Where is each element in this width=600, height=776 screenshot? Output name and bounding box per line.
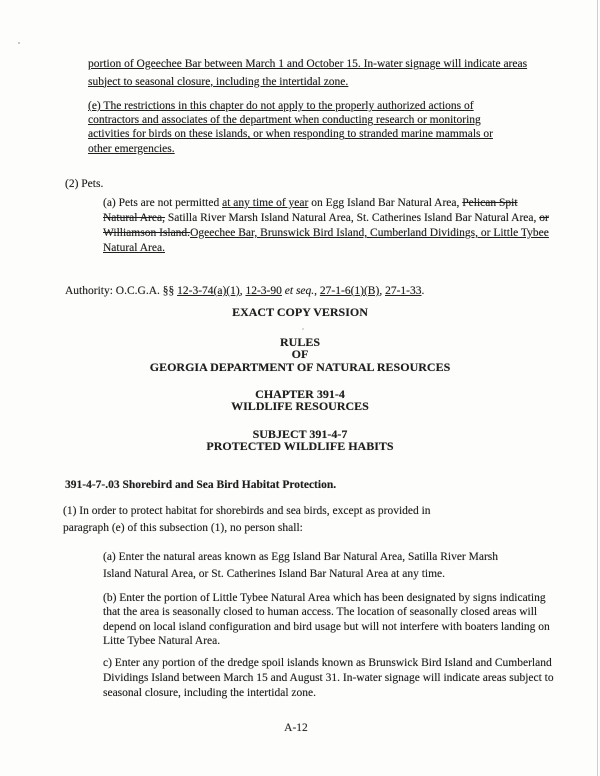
deleted-text-segment: Williamson Island. [103,227,191,239]
text-segment: RULES [279,335,320,349]
deleted-text-segment: Natural Area, [103,212,165,224]
para-1a-enter-natural-areas [103,549,498,583]
item-2-pets-label [65,177,103,192]
inserted-text-segment: at any time of year [222,197,309,209]
inserted-text-segment: 27-1-6(1)(B) [319,285,380,297]
inserted-text-segment: 12-3-74(a)(1) [177,285,240,297]
page-number: A-12 [284,722,308,734]
para-2a-pets-line-4 [103,241,549,256]
para-1b-little-tybee-line-2 [103,605,550,619]
text-segment: EXACT COPY VERSION [232,305,368,319]
text-segment: CHAPTER 391-4 [255,387,345,401]
heading-subject-391-4-7-line-2 [0,440,600,452]
text-segment: (a) Enter the natural areas known as Egg Island Bar Natural Area, Satilla River Marsh [103,551,499,563]
para-1-intro [63,503,431,536]
text-segment: OF [291,347,309,362]
para-1a-enter-natural-areas-line-2 [103,566,498,583]
para-1b-little-tybee [103,591,550,649]
para-1a-enter-natural-areas-line-1 [103,549,498,566]
text-segment: (1) In order to protect habitat for shorebirds and sea birds, except as provided in [63,505,431,517]
text-segment: paragraph (e) of this subsection (1), no person shall: [63,521,303,534]
heading-rules-of-dnr [0,336,600,373]
heading-rules-of-dnr-line-3 [0,361,600,373]
para-1c-dredge-spoil-line-2 [103,671,554,686]
inserted-text-segment: 12-3-90 [245,285,282,297]
para-ogeechee-continuation [88,56,527,91]
para-2a-pets-line-3 [103,226,549,241]
heading-section-391-4-7-03 [65,478,336,493]
para-e-restrictions-line-4 [88,142,493,156]
text-segment: PROTECTED WILDLIFE HABITS [206,439,394,454]
para-authority [65,284,424,299]
para-1b-little-tybee-line-1 [103,591,550,605]
heading-chapter-391-4 [0,388,600,413]
inserted-text-segment: subject to seasonal closure, including the intertidal zone. [88,75,349,88]
inserted-text-segment: (e) The restrictions in this chapter do not apply to the properly authorized actions of [88,100,474,112]
heading-subject-391-4-7 [0,428,600,453]
para-ogeechee-continuation-line-1 [88,56,527,74]
para-1-intro-line-1 [63,503,431,520]
para-ogeechee-continuation-line-2 [88,74,527,92]
inserted-text-segment: Ogeechee Bar, Brunswick Bird Island, Cumberland Dividings, or Little Tybee [190,227,549,239]
inserted-text-segment: Natural Area. [103,242,165,254]
para-1c-dredge-spoil-line-1 [103,656,554,671]
para-1b-little-tybee-line-3 [103,620,550,634]
inserted-text-segment: other emergencies. [88,142,175,155]
text-segment: (a) Pets are not permitted [103,197,223,209]
inserted-text-segment: portion of Ogeechee Bar between March 1 and October 15. In-water signage will indicate areas [88,58,528,70]
text-segment: c) Enter any portion of the dredge spoil islands known as Brunswick Bird Island and Cumberland [103,657,552,669]
deleted-text-segment: or [539,212,549,224]
text-segment: (b) Enter the portion of Little Tybee Natural Area which has been designated by signs indicating [103,592,546,604]
text-segment: GEORGIA DEPARTMENT OF NATURAL RESOURCES [149,359,451,374]
text-segment: et seq. [284,285,315,297]
text-segment: Island Natural Area, or St. Catherines Island Bar Natural Area at any time. [103,568,446,580]
deleted-text-segment: Pelican Spit [462,197,518,209]
para-1c-dredge-spoil [103,656,554,702]
text-segment: 391-4-7-.03 Shorebird and Sea Bird Habitat Protection. [65,479,337,491]
para-2a-pets [103,196,549,256]
heading-exact-copy-version [0,306,600,319]
heading-chapter-391-4-line-2 [0,400,600,412]
text-segment: seasonal closure, including the intertidal zone. [103,687,317,700]
para-1b-little-tybee-line-4 [103,634,550,648]
text-segment: on Egg Island Bar Natural Area, [308,197,463,209]
para-2a-pets-line-2 [103,211,549,226]
para-1c-dredge-spoil-line-3 [103,686,554,701]
text-segment: that the area is seasonally closed to human access. The location of seasonally closed areas will [103,606,538,619]
scan-speck-artifact [18,42,20,44]
para-1-intro-line-2 [63,520,431,537]
para-2a-pets-line-1 [103,196,549,211]
text-segment: , [379,285,386,297]
inserted-text-segment: contractors and associates of the department when conducting research or monitoring [88,114,481,127]
inserted-text-segment: 27-1-33 [385,285,422,297]
text-segment: . [421,285,425,297]
text-segment: Authority: O.C.G.A. §§ [65,285,178,297]
inserted-text-segment: activities for birds on these islands, or when responding to stranded marine mammals or [88,128,493,141]
para-e-restrictions [88,99,493,156]
text-segment: SUBJECT 391-4-7 [252,427,348,441]
text-segment: Satilla River Marsh Island Natural Area, St. Catherines Island Bar Natural Area, [164,212,540,224]
para-e-restrictions-line-3 [88,127,493,141]
text-segment: Dividings Island between March 15 and August 31. In-water signage will indicate areas subject to [103,672,554,685]
heading-section-391-4-7-03-line-1 [65,478,336,493]
scan-speck-artifact [302,328,304,330]
text-segment: WILDLIFE RESOURCES [231,399,369,414]
para-authority-line-1 [65,284,424,299]
text-segment: depend on local island configuration and bird usage but will not interfere with boaters landing on [103,620,550,633]
text-segment: Litte Tybee Natural Area. [103,635,221,648]
text-segment: (2) Pets. [65,178,104,190]
para-e-restrictions-line-1 [88,99,493,113]
scan-edge-artifact [597,0,598,776]
heading-exact-copy-version-line-1 [0,306,600,319]
item-2-pets-label-line-1 [65,177,103,192]
text-segment: , [239,285,246,297]
text-segment: , [314,285,320,297]
para-e-restrictions-line-2 [88,113,493,127]
